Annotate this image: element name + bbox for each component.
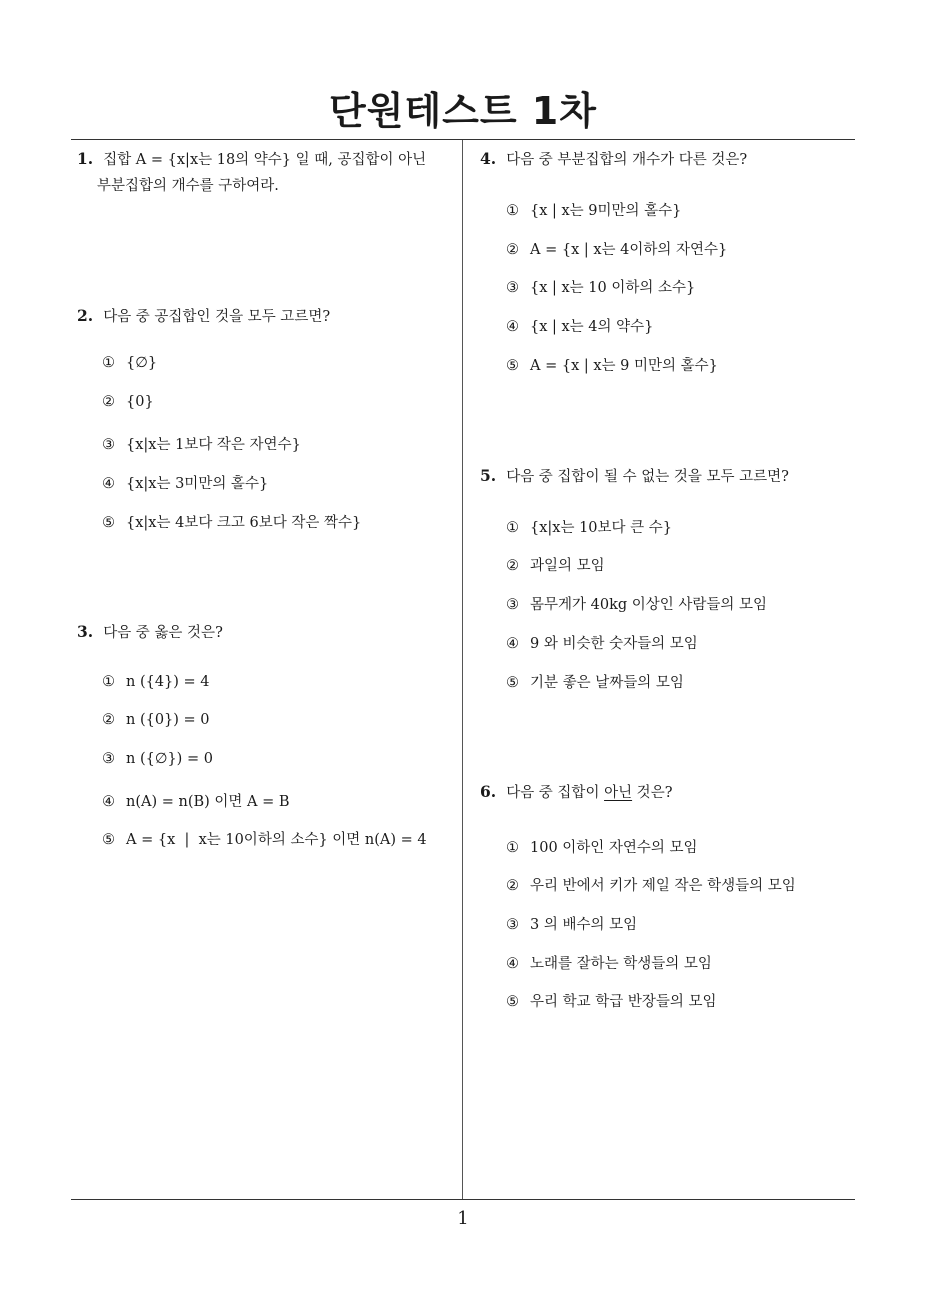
option[interactable]: ⑤ 기분 좋은 날짜들의 모임 [506,675,684,691]
option[interactable]: ① 100 이하인 자연수의 모임 [506,840,698,856]
option[interactable]: ① {∅} [102,355,158,371]
question-stem-end: 것은? [632,785,673,801]
option[interactable]: ③ n ({∅}) = 0 [102,751,213,767]
question-stem: 다음 중 집합이 될 수 없는 것을 모두 고르면? [506,469,789,485]
question-stem: 다음 중 공집합인 것을 모두 고르면? [103,309,331,325]
question-stem: 다음 중 옳은 것은? [103,625,223,641]
option[interactable]: ④ {x|x는 3미만의 홀수} [102,476,269,492]
option[interactable]: ② {0} [102,394,154,410]
header-rule [71,139,855,140]
option[interactable]: ⑤ 우리 학교 학급 반장들의 모임 [506,994,717,1010]
option[interactable]: ③ {x | x는 10 이하의 소수} [506,280,696,296]
question-number: 4. [480,149,497,168]
option[interactable]: ① {x | x는 9미만의 홀수} [506,203,682,219]
option[interactable]: ④ n(A) = n(B) 이면 A = B [102,794,290,810]
option[interactable]: ⑤ A = {x | x는 10이하의 소수} 이면 n(A) = 4 [102,832,427,848]
page-title: 단원테스트 1차 [329,89,597,133]
question-2 [77,303,330,330]
option[interactable]: ⑤ A = {x | x는 9 미만의 홀수} [506,358,718,374]
question-stem-continued: 부분집합의 개수를 구하여라. [97,178,279,194]
question-1 [77,146,457,199]
option[interactable]: ④ 9 와 비슷한 숫자들의 모임 [506,636,698,652]
option[interactable]: ③ {x|x는 1보다 작은 자연수} [102,437,301,453]
question-stem: 다음 중 집합이 [506,785,605,801]
question-number: 1. [77,149,94,168]
option[interactable]: ① n ({4}) = 4 [102,674,210,690]
option[interactable]: ② A = {x | x는 4이하의 자연수} [506,242,728,258]
question-number: 5. [480,466,497,485]
question-3 [77,619,223,646]
question-5 [480,463,789,490]
option[interactable]: ③ 몸무게가 40kg 이상인 사람들의 모임 [506,597,768,613]
question-stem: 집합 A = {x|x는 18의 약수} 일 때, 공집합이 아닌 [103,152,427,168]
column-divider [462,140,463,1200]
option[interactable]: ② 우리 반에서 키가 제일 작은 학생들의 모임 [506,878,796,894]
option[interactable]: ① {x|x는 10보다 큰 수} [506,520,673,536]
question-number: 3. [77,622,94,641]
question-4 [480,146,747,173]
option[interactable]: ④ 노래를 잘하는 학생들의 모임 [506,956,712,972]
page-number: 1 [457,1208,469,1229]
option[interactable]: ⑤ {x|x는 4보다 크고 6보다 작은 짝수} [102,515,362,531]
question-number: 2. [77,306,94,325]
question-number: 6. [480,782,497,801]
question-6 [480,779,672,806]
option[interactable]: ② n ({0}) = 0 [102,712,210,728]
underlined-word: 아닌 [604,785,633,801]
option[interactable]: ③ 3 의 배수의 모임 [506,917,638,933]
question-stem: 다음 중 부분집합의 개수가 다른 것은? [506,152,748,168]
option[interactable]: ② 과일의 모임 [506,558,605,574]
footer-rule [71,1199,855,1200]
option[interactable]: ④ {x | x는 4의 약수} [506,319,654,335]
